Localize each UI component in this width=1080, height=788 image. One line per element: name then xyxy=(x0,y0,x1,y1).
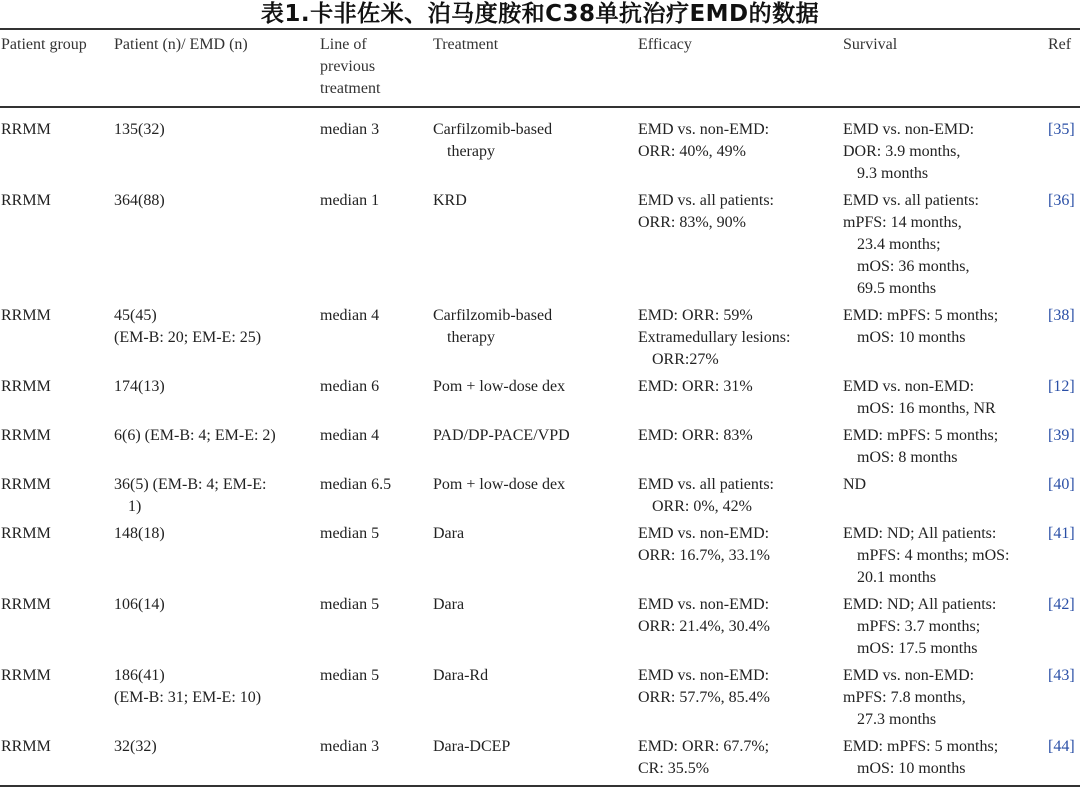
cell-efficacy-line: ORR: 57.7%, 85.4% xyxy=(638,689,770,706)
cell-survival-line: 20.1 months xyxy=(857,569,937,586)
cell-treatment-line: Dara-Rd xyxy=(433,667,489,684)
cell-patient-emd-line: 45(45) xyxy=(114,307,157,324)
cell-treatment-line: Dara-DCEP xyxy=(433,738,511,755)
cell-treatment xyxy=(433,665,488,687)
cell-line xyxy=(320,523,379,545)
cell-line-line: median 4 xyxy=(320,427,380,444)
cell-survival xyxy=(843,736,998,780)
cell-treatment-line: Dara xyxy=(433,596,465,613)
cell-patient-emd-line: 186(41) xyxy=(114,667,165,684)
cell-patient-group xyxy=(1,376,51,398)
cell-survival xyxy=(843,190,979,300)
cell-treatment xyxy=(433,190,467,212)
cell-line-line: median 3 xyxy=(320,738,380,755)
cell-survival-line: EMD: mPFS: 5 months; xyxy=(843,307,999,324)
cell-ref-line: [41] xyxy=(1048,525,1075,542)
header-line: previous xyxy=(320,58,376,75)
cell-line-line: median 3 xyxy=(320,121,380,138)
header-line: Efficacy xyxy=(638,36,692,53)
cell-survival-line: 69.5 months xyxy=(857,280,937,297)
cell-efficacy-line: ORR: 83%, 90% xyxy=(638,214,746,231)
cell-line-line: median 4 xyxy=(320,307,380,324)
cell-efficacy xyxy=(638,594,770,638)
header-line: Ref xyxy=(1048,36,1072,53)
cell-patient-group-line: RRMM xyxy=(1,427,51,444)
cell-survival-line: EMD vs. non-EMD: xyxy=(843,121,975,138)
cell-patient-emd-line: 135(32) xyxy=(114,121,165,138)
header-line: Treatment xyxy=(433,36,499,53)
cell-ref-line: [43] xyxy=(1048,667,1075,684)
cell-treatment xyxy=(433,474,565,496)
header-ref xyxy=(1048,34,1071,56)
bottom-rule xyxy=(0,785,1080,787)
cell-survival-line: DOR: 3.9 months, xyxy=(843,143,961,160)
cell-survival xyxy=(843,594,996,660)
cell-patient-group xyxy=(1,736,51,758)
table-title: 表1.卡非佐米、泊马度胺和C38单抗治疗EMD的数据 xyxy=(260,1,820,27)
cell-ref xyxy=(1048,474,1075,496)
cell-efficacy-line: EMD: ORR: 31% xyxy=(638,378,753,395)
cell-survival-line: EMD: mPFS: 5 months; xyxy=(843,427,999,444)
cell-patient-emd xyxy=(114,474,266,518)
cell-ref-line: [12] xyxy=(1048,378,1075,395)
cell-survival-line: 27.3 months xyxy=(857,711,937,728)
cell-patient-group-line: RRMM xyxy=(1,738,51,755)
cell-patient-emd xyxy=(114,376,165,398)
cell-ref xyxy=(1048,119,1075,141)
cell-treatment xyxy=(433,119,552,163)
cell-efficacy-line: ORR: 21.4%, 30.4% xyxy=(638,618,770,635)
cell-patient-group xyxy=(1,594,51,616)
header-efficacy xyxy=(638,34,692,56)
cell-ref xyxy=(1048,736,1075,758)
header-line: Line of xyxy=(320,36,367,53)
cell-survival-line: mOS: 8 months xyxy=(857,449,958,466)
cell-patient-emd-line: 106(14) xyxy=(114,596,165,613)
cell-survival-line: ND xyxy=(843,476,867,493)
cell-ref-line: [39] xyxy=(1048,427,1075,444)
cell-efficacy-line: EMD vs. non-EMD: xyxy=(638,525,770,542)
cell-treatment-line: KRD xyxy=(433,192,467,209)
cell-treatment xyxy=(433,523,464,545)
cell-patient-emd xyxy=(114,523,165,545)
cell-efficacy xyxy=(638,665,770,709)
cell-line-line: median 6.5 xyxy=(320,476,392,493)
cell-efficacy-line: EMD vs. non-EMD: xyxy=(638,596,770,613)
cell-efficacy-line: ORR: 40%, 49% xyxy=(638,143,746,160)
cell-survival-line: mOS: 10 months xyxy=(857,760,966,777)
cell-survival-line: EMD vs. all patients: xyxy=(843,192,979,209)
cell-survival-line: mPFS: 14 months, xyxy=(843,214,962,231)
cell-treatment-line: Pom + low-dose dex xyxy=(433,378,566,395)
cell-patient-group xyxy=(1,665,51,687)
cell-treatment-line: Pom + low-dose dex xyxy=(433,476,566,493)
cell-patient-emd xyxy=(114,665,261,709)
cell-treatment xyxy=(433,736,510,758)
cell-patient-emd-line: 32(32) xyxy=(114,738,157,755)
cell-patient-group-line: RRMM xyxy=(1,378,51,395)
cell-patient-emd xyxy=(114,594,165,616)
cell-ref-line: [42] xyxy=(1048,596,1075,613)
cell-patient-emd-line: 36(5) (EM-B: 4; EM-E: xyxy=(114,476,267,493)
header-rule xyxy=(0,106,1080,108)
header-line xyxy=(320,34,380,100)
cell-survival-line: mPFS: 7.8 months, xyxy=(843,689,966,706)
cell-survival-line: mPFS: 4 months; mOS: xyxy=(857,547,1010,564)
cell-patient-emd-line: 1) xyxy=(128,498,142,515)
cell-ref xyxy=(1048,665,1075,687)
cell-patient-group xyxy=(1,305,51,327)
cell-line-line: median 1 xyxy=(320,192,380,209)
cell-efficacy-line: EMD vs. non-EMD: xyxy=(638,121,770,138)
cell-survival-line: EMD: ND; All patients: xyxy=(843,525,997,542)
cell-efficacy xyxy=(638,425,753,447)
cell-efficacy-line: EMD vs. non-EMD: xyxy=(638,667,770,684)
cell-ref-line: [36] xyxy=(1048,192,1075,209)
cell-efficacy xyxy=(638,376,753,398)
cell-efficacy-line: EMD: ORR: 59% xyxy=(638,307,753,324)
top-rule xyxy=(0,28,1080,30)
cell-ref-line: [44] xyxy=(1048,738,1075,755)
cell-efficacy xyxy=(638,190,774,234)
cell-line xyxy=(320,425,379,447)
cell-patient-emd-line: (EM-B: 31; EM-E: 10) xyxy=(114,689,262,706)
cell-survival xyxy=(843,305,998,349)
cell-treatment-line: Dara xyxy=(433,525,465,542)
cell-patient-group xyxy=(1,190,51,212)
header-line: Patient group xyxy=(1,36,87,53)
cell-line xyxy=(320,190,379,212)
cell-efficacy xyxy=(638,305,790,371)
cell-patient-emd-line: 174(13) xyxy=(114,378,165,395)
cell-line xyxy=(320,594,379,616)
cell-patient-emd-line: 364(88) xyxy=(114,192,165,209)
cell-patient-emd xyxy=(114,119,165,141)
cell-survival-line: 23.4 months; xyxy=(857,236,941,253)
cell-efficacy-line: EMD vs. all patients: xyxy=(638,476,774,493)
cell-patient-group-line: RRMM xyxy=(1,667,51,684)
cell-treatment-line: therapy xyxy=(447,143,495,160)
cell-survival xyxy=(843,523,1010,589)
cell-patient-group xyxy=(1,474,51,496)
cell-efficacy-line: EMD vs. all patients: xyxy=(638,192,774,209)
cell-efficacy xyxy=(638,474,774,518)
cell-patient-group-line: RRMM xyxy=(1,192,51,209)
cell-line xyxy=(320,474,391,496)
cell-treatment xyxy=(433,594,464,616)
cell-ref xyxy=(1048,190,1075,212)
cell-patient-emd-line: 6(6) (EM-B: 4; EM-E: 2) xyxy=(114,427,276,444)
cell-survival xyxy=(843,425,998,469)
cell-ref xyxy=(1048,305,1075,327)
cell-ref-line: [38] xyxy=(1048,307,1075,324)
cell-efficacy-line: ORR: 0%, 42% xyxy=(652,498,752,515)
cell-efficacy xyxy=(638,119,769,163)
cell-patient-emd xyxy=(114,425,276,447)
header-line: Survival xyxy=(843,36,898,53)
cell-ref xyxy=(1048,425,1075,447)
cell-survival-line: EMD vs. non-EMD: xyxy=(843,667,975,684)
cell-patient-emd-line: (EM-B: 20; EM-E: 25) xyxy=(114,329,262,346)
cell-line-line: median 6 xyxy=(320,378,380,395)
cell-patient-group-line: RRMM xyxy=(1,476,51,493)
cell-survival-line: EMD vs. non-EMD: xyxy=(843,378,975,395)
cell-line xyxy=(320,665,379,687)
cell-patient-emd xyxy=(114,190,165,212)
cell-patient-group-line: RRMM xyxy=(1,121,51,138)
cell-patient-group-line: RRMM xyxy=(1,525,51,542)
cell-survival-line: EMD: ND; All patients: xyxy=(843,596,997,613)
cell-line-line: median 5 xyxy=(320,525,380,542)
cell-line xyxy=(320,376,379,398)
cell-efficacy-line: ORR: 16.7%, 33.1% xyxy=(638,547,770,564)
cell-survival-line: mPFS: 3.7 months; xyxy=(857,618,981,635)
cell-patient-group-line: RRMM xyxy=(1,596,51,613)
cell-patient-emd xyxy=(114,736,157,758)
header-line: Patient (n)/ EMD (n) xyxy=(114,36,248,53)
cell-efficacy xyxy=(638,736,769,780)
cell-efficacy-line: CR: 35.5% xyxy=(638,760,710,777)
cell-patient-emd xyxy=(114,305,261,349)
cell-efficacy-line: ORR:27% xyxy=(652,351,719,368)
cell-line-line: median 5 xyxy=(320,667,380,684)
cell-patient-group xyxy=(1,119,51,141)
cell-treatment-line: therapy xyxy=(447,329,495,346)
cell-survival-line: mOS: 10 months xyxy=(857,329,966,346)
header-survival xyxy=(843,34,897,56)
cell-survival-line: EMD: mPFS: 5 months; xyxy=(843,738,999,755)
cell-patient-group-line: RRMM xyxy=(1,307,51,324)
cell-survival-line: 9.3 months xyxy=(857,165,929,182)
cell-ref xyxy=(1048,376,1075,398)
cell-patient-emd-line: 148(18) xyxy=(114,525,165,542)
cell-treatment xyxy=(433,376,565,398)
cell-line xyxy=(320,305,379,327)
cell-line xyxy=(320,119,379,141)
cell-ref xyxy=(1048,523,1075,545)
cell-efficacy-line: Extramedullary lesions: xyxy=(638,329,791,346)
header-treatment xyxy=(433,34,498,56)
cell-ref-line: [40] xyxy=(1048,476,1075,493)
cell-treatment-line: Carfilzomib-based xyxy=(433,121,553,138)
cell-ref xyxy=(1048,594,1075,616)
cell-survival xyxy=(843,665,974,731)
cell-patient-group xyxy=(1,425,51,447)
header-patient-emd xyxy=(114,34,248,56)
cell-treatment xyxy=(433,305,552,349)
cell-survival-line: mOS: 36 months, xyxy=(857,258,970,275)
cell-survival-line: mOS: 16 months, NR xyxy=(857,400,996,417)
cell-treatment-line: Carfilzomib-based xyxy=(433,307,553,324)
header-line: treatment xyxy=(320,80,381,97)
cell-survival-line: mOS: 17.5 months xyxy=(857,640,978,657)
cell-treatment-line: PAD/DP-PACE/VPD xyxy=(433,427,570,444)
cell-treatment xyxy=(433,425,570,447)
cell-survival xyxy=(843,119,974,185)
cell-patient-group xyxy=(1,523,51,545)
header-patient-group xyxy=(1,34,87,56)
cell-ref-line: [35] xyxy=(1048,121,1075,138)
cell-survival xyxy=(843,474,866,496)
cell-efficacy-line: EMD: ORR: 83% xyxy=(638,427,753,444)
cell-line-line: median 5 xyxy=(320,596,380,613)
cell-efficacy xyxy=(638,523,770,567)
cell-survival xyxy=(843,376,996,420)
cell-line xyxy=(320,736,379,758)
cell-efficacy-line: EMD: ORR: 67.7%; xyxy=(638,738,770,755)
